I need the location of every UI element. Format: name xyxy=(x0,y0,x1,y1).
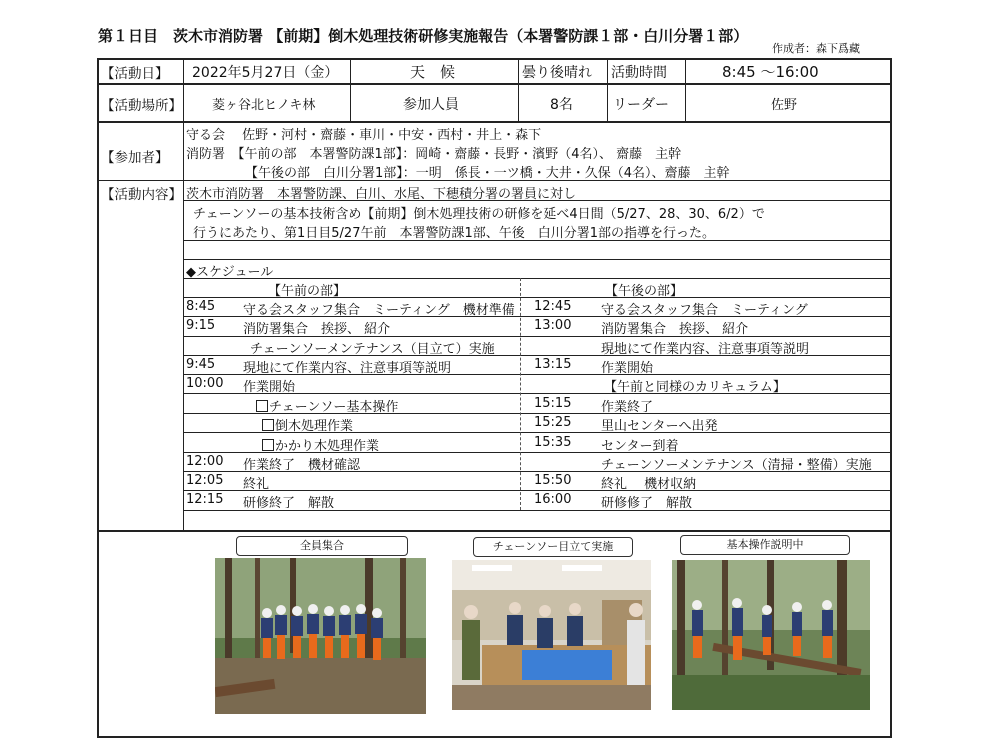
checkbox-icon xyxy=(262,439,274,451)
date-value: 2022年5月27日（金） xyxy=(192,65,339,81)
checkbox-icon xyxy=(262,419,274,431)
pm-item: 作業終了 xyxy=(601,400,654,415)
am-time: 9:15 xyxy=(186,318,216,333)
am-time: 8:45 xyxy=(186,299,216,314)
pm-item: 作業開始 xyxy=(601,361,654,376)
pm-time: 15:25 xyxy=(534,415,572,430)
participants-line: 【午後の部 白川分署1部】：一明 係長・一ツ橋・大井・久保（4名）、齋藤 主幹 xyxy=(245,166,730,181)
am-time: 12:15 xyxy=(186,492,224,507)
participants-label: 【参加者】 xyxy=(101,150,169,166)
activity-line: チェーンソーの基本技術含め【前期】倒木処理技術の研修を延べ4日間（5/27、28、30、6/2）で xyxy=(193,207,765,222)
am-checkbox-item: 倒木処理作業 xyxy=(262,415,353,434)
pm-item: チェーンソーメンテナンス（清掃・整備）実施 xyxy=(601,458,872,473)
pm-item: 里山センターへ出発 xyxy=(601,419,718,434)
am-time: 12:05 xyxy=(186,473,224,488)
activity-line: 茨木市消防署 本署警防課、白川、水尾、下穂積分署の署員に対し xyxy=(186,187,577,202)
am-item: チェーンソーメンテナンス（目立て）実施 xyxy=(250,342,495,357)
photo-caption: 全員集合 xyxy=(236,536,408,556)
pm-item: 現地にて作業内容、注意事項等説明 xyxy=(601,342,810,357)
am-item: 終礼 xyxy=(243,477,270,492)
count-label: 参加人員 xyxy=(403,97,459,113)
am-time: 12:00 xyxy=(186,454,224,469)
am-item: 研修終了 解散 xyxy=(243,496,335,511)
time-label: 活動時間 xyxy=(611,65,667,81)
checkbox-icon xyxy=(256,400,268,412)
pm-time: 13:00 xyxy=(534,318,572,333)
pm-item: 【午前と同様のカリキュラム】 xyxy=(604,380,786,395)
workshop-photo xyxy=(452,560,651,710)
am-item: 作業終了 機材確認 xyxy=(243,458,361,473)
place-value: 菱ヶ谷北ヒノキ林 xyxy=(212,98,316,113)
pm-time: 13:15 xyxy=(534,357,572,372)
time-value: 8:45 ～16:00 xyxy=(722,63,819,81)
am-item: 守る会スタッフ集合 ミーティング 機材準備 xyxy=(243,303,515,318)
count-value: 8名 xyxy=(550,97,573,113)
schedule-heading: ◆スケジュール xyxy=(186,265,274,280)
pm-time: 15:35 xyxy=(534,435,572,450)
pm-item: 研修修了 解散 xyxy=(601,496,693,511)
leader-label: リーダー xyxy=(613,97,669,113)
author-note: 作成者：森下爲藏 xyxy=(772,42,860,55)
am-item: 現地にて作業内容、注意事項等説明 xyxy=(243,361,452,376)
pm-heading: 【午後の部】 xyxy=(605,284,684,299)
activity-label: 【活動内容】 xyxy=(101,187,182,203)
am-item: 作業開始 xyxy=(243,380,296,395)
am-heading: 【午前の部】 xyxy=(268,284,347,299)
pm-item: 消防署集合 挨拶、 紹介 xyxy=(601,322,749,337)
activity-line: 行うにあたり、第1日目5/27午前 本署警防課1部、午後 白川分署1部の指導を行った。 xyxy=(193,226,716,241)
pm-time: 12:45 xyxy=(534,299,572,314)
pm-time: 15:15 xyxy=(534,396,572,411)
leader-value: 佐野 xyxy=(771,98,798,113)
page-title: 第１日目 茨木市消防署 【前期】倒木処理技術研修実施報告（本署警防課１部・白川分署１部） xyxy=(98,27,749,45)
date-label: 【活動日】 xyxy=(101,66,169,82)
place-label: 【活動場所】 xyxy=(101,98,182,114)
participants-line: 消防署 【午前の部 本署警防課1部】：岡崎・齋藤・長野・濱野（4名）、 齋藤 主幹 xyxy=(186,147,682,162)
weather-label: 天 候 xyxy=(410,63,456,81)
pm-time: 15:50 xyxy=(534,473,572,488)
am-checkbox-item: かかり木処理作業 xyxy=(262,435,379,454)
participants-line: 守る会 佐野・河村・齋藤・車川・中安・西村・井上・森下 xyxy=(186,128,542,143)
pm-item: 終礼 機材収納 xyxy=(601,477,697,492)
pm-item: 守る会スタッフ集合 ミーティング xyxy=(601,303,808,318)
weather-value: 曇り後晴れ xyxy=(522,65,592,81)
basic-operation-photo xyxy=(672,560,870,710)
group-photo xyxy=(215,558,426,714)
pm-item: センター到着 xyxy=(601,439,679,454)
am-time: 9:45 xyxy=(186,357,216,372)
pm-time: 16:00 xyxy=(534,492,572,507)
am-item: 消防署集合 挨拶、 紹介 xyxy=(243,322,391,337)
photo-caption: 基本操作説明中 xyxy=(680,535,850,555)
am-time: 10:00 xyxy=(186,376,224,391)
photo-caption: チェーンソー目立て実施 xyxy=(473,537,633,557)
am-checkbox-item: チェーンソー基本操作 xyxy=(256,396,398,415)
